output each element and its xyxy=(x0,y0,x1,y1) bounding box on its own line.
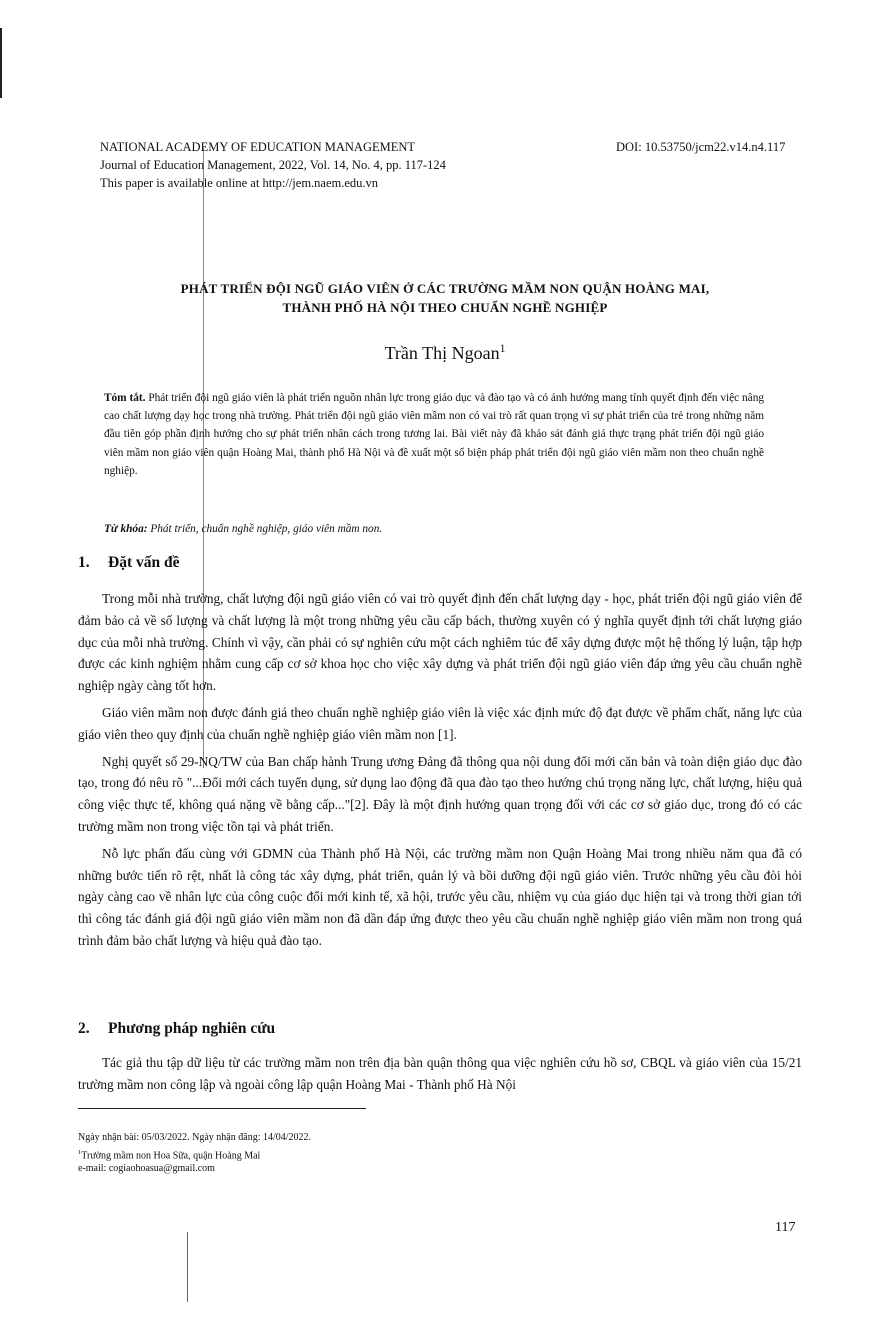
section-title: Đặt vấn đề xyxy=(108,554,180,571)
paragraph: Trong mỗi nhà trường, chất lượng đội ngũ giáo viên có vai trò quyết định đến chất lượng dạy - học, phát triển đội ngũ giáo viên để đảm bảo cả về số lượng và chất lượng là một trong những yêu cầu cấp bách, thường xuyên có ý nghĩa quyết định tới chất lượng giáo dục của mỗi nhà trường. Chính vì vậy, cần phải có sự nghiên cứu một cách nghiêm túc để xây dựng được một hệ thống lý luận, tập hợp được các kinh nghiệm nhằm cung cấp cơ sở khoa học cho việc xây dựng và phát triển đội ngũ giáo viên đáp ứng yêu cầu chuẩn nghề nghiệp ngày càng tốt hơn. xyxy=(78,591,802,694)
abstract-label: Tóm tắt. xyxy=(104,392,146,404)
footnote-mark: 1 xyxy=(78,1149,82,1156)
paragraph: Nỗ lực phấn đấu cùng với GDMN của Thành phố Hà Nội, các trường mầm non Quận Hoàng Mai trong nhiều năm qua đã có những bước tiến rõ rệt, nhất là công tác xây dựng, phát triển, quản lý và bồi dưỡng đội ngũ giáo viên. Trước những yêu cầu đòi hỏi ngày càng cao về nhân lực của công cuộc đổi mới kinh tế, xã hội, trước yêu cầu, nhiệm vụ của giáo dục hiện tại và trong thời gian tới thì công tác đánh giá đội ngũ giáo viên mầm non đã dần đáp ứng được theo yêu cầu chuẩn nghề nghiệp giáo viên mầm non trong quá trình đảm bảo chất lượng và hiệu quả đào tạo. xyxy=(78,845,802,948)
keywords xyxy=(104,523,764,535)
abstract-text: Phát triển đội ngũ giáo viên là phát triển nguồn nhân lực trong giáo dục và đào tạo và có ảnh hưởng mang tính quyết định đến việc nâng cao chất lượng dạy học trong nhà trường. Phát triển đội ngũ giáo viên mầm non có vai trò rất quan trọng vì sự phát triển của trẻ trong những năm đầu tiên góp phần định hướng cho sự phát triển nhân cách trong tương lai. Bài viết này đã khảo sát đánh giá thực trạng phát triển đội ngũ giáo viên mầm non giáo viên quận Hoàng Mai, thành phố Hà Nội và đề xuất một số biện pháp phát triển đội ngũ giáo viên mầm non theo chuẩn nghề nghiệp. xyxy=(104,392,764,477)
paragraph: Giáo viên mầm non được đánh giá theo chuẩn nghề nghiệp giáo viên là việc xác định mức độ đạt được về phẩm chất, năng lực của giáo viên theo quy định của chuẩn nghề nghiệp giáo viên mầm non [1]. xyxy=(78,704,802,742)
page-number: 117 xyxy=(775,1220,796,1235)
section-2-body xyxy=(78,1052,802,1101)
footnote-affiliation xyxy=(78,1146,260,1163)
doi: DOI: 10.53750/jcm22.v14.n4.117 xyxy=(616,140,786,154)
availability-note: This paper is available online at http://jem.naem.edu.vn xyxy=(100,176,379,190)
section-title: Phương pháp nghiên cứu xyxy=(108,1020,276,1037)
section-heading-1 xyxy=(78,554,179,572)
author xyxy=(80,342,810,364)
paragraph: Tác giả thu tập dữ liệu từ các trường mầm non trên địa bàn quận thông qua việc nghiên cứu hồ sơ, CBQL và giáo viên của 15/21 trường mầm non công lập và ngoài công lập quận Hoàng Mai - Thành phố Hà Nội xyxy=(78,1055,802,1092)
footnote-email: e-mail: cogiaohoasua@gmail.com xyxy=(78,1163,215,1174)
paper-title-line-2: THÀNH PHỐ HÀ NỘI THEO CHUẨN NGHỀ NGHIỆP xyxy=(282,300,608,315)
keywords-text: Phát triển, chuẩn nghề nghiệp, giáo viên mầm non. xyxy=(150,523,383,535)
section-number: 1. xyxy=(78,554,90,571)
journal-institution: NATIONAL ACADEMY OF EDUCATION MANAGEMENT xyxy=(100,140,416,154)
footnote-affiliation-text: Trường mầm non Hoa Sữa, quận Hoàng Mai xyxy=(81,1150,261,1162)
footnote-dates: Ngày nhận bài: 05/03/2022. Ngày nhận đăng: 14/04/2022. xyxy=(78,1132,312,1143)
journal-citation: Journal of Education Management, 2022, Vol. 14, No. 4, pp. 117-124 xyxy=(100,158,446,172)
section-number: 2. xyxy=(78,1020,90,1037)
paper-title xyxy=(80,279,810,317)
paragraph: Nghị quyết số 29-NQ/TW của Ban chấp hành Trung ương Đảng đã thông qua nội dung đổi mới căn bản và toàn diện giáo dục đào tạo, trong đó nêu rõ "...Đổi mới cách tuyển dụng, sử dụng lao động đã qua đào tạo theo hướng chú trọng năng lực, chất lượng, hiệu quả công việc thực tế, không quá nặng về bằng cấp..."[2]. Đây là một định hướng quan trọng đối với các cơ sở giáo dục, trong đó có các trường mầm non trong việc tồn tại và phát triển. xyxy=(78,753,802,834)
section-heading-2 xyxy=(78,1020,275,1038)
abstract xyxy=(104,389,764,480)
scan-fold-line-bottom xyxy=(187,1232,188,1302)
author-affiliation-mark: 1 xyxy=(499,342,506,355)
footnote-rule xyxy=(78,1108,366,1109)
keywords-label: Từ khóa: xyxy=(104,523,148,535)
scan-edge-mark xyxy=(0,28,2,98)
section-1-body xyxy=(78,588,802,957)
paper-title-line-1: PHÁT TRIỂN ĐỘI NGŨ GIÁO VIÊN Ở CÁC TRƯỜNG MẦM NON QUẬN HOÀNG MAI, xyxy=(180,281,710,296)
author-name: Trần Thị Ngoan xyxy=(384,343,500,363)
